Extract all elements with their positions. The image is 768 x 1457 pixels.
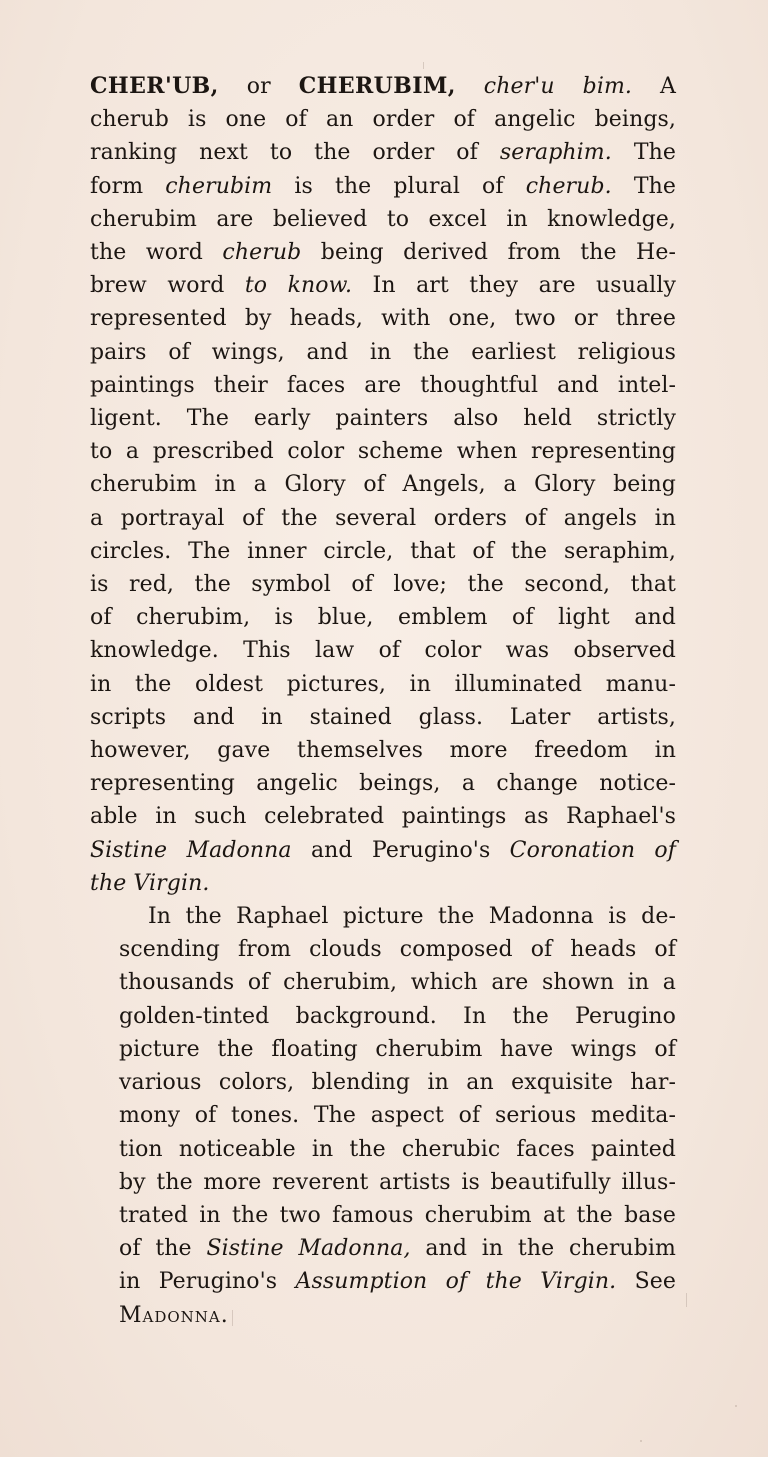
- entry-paragraph: [90, 70, 676, 900]
- text-run: and in the cherubim: [410, 1236, 676, 1262]
- text-line: [90, 800, 676, 833]
- text-line: [90, 402, 676, 435]
- text-line: [90, 336, 676, 369]
- cross-reference: Madonna.: [119, 1302, 229, 1328]
- text-line: [90, 170, 676, 203]
- text-line: [90, 1199, 676, 1232]
- text-run: a portrayal of the several orders of angels in: [90, 505, 676, 531]
- pronunciation: cher'u bim.: [483, 74, 633, 99]
- text-run: cherubim are believed to excel in knowledge,: [90, 206, 676, 232]
- text-run: picture the floating cherubim have wings of: [119, 1036, 676, 1062]
- text-line: [90, 236, 676, 269]
- italic-term: cherubim: [165, 173, 273, 199]
- text-run: mony of tones. The aspect of serious medita-: [119, 1103, 676, 1129]
- text-line: [90, 568, 676, 601]
- text-run: pairs of wings, and in the earliest religious: [90, 339, 676, 365]
- text-run: of the: [119, 1236, 207, 1262]
- text-line: [90, 601, 676, 634]
- text-line: [90, 1265, 676, 1298]
- text-run: See: [616, 1269, 677, 1295]
- text-line: [90, 634, 676, 667]
- text-line: [90, 734, 676, 767]
- paper-speck: [735, 1405, 737, 1407]
- text-line: [90, 70, 676, 103]
- italic-term: to know.: [244, 273, 353, 299]
- text-line: [90, 103, 676, 136]
- text-run: represented by heads, with one, two or three: [90, 306, 676, 332]
- text-line: [90, 933, 676, 966]
- text-run: by the more reverent artists is beautifully illus-: [119, 1169, 676, 1195]
- entry-paragraph-second: [90, 900, 676, 1332]
- text-run: golden-tinted background. In the Perugino: [119, 1003, 676, 1029]
- text-line: [90, 203, 676, 236]
- text-line: [90, 435, 676, 468]
- italic-term: seraphim.: [499, 140, 612, 166]
- connector-word: or: [246, 74, 271, 99]
- text-run: and Perugino's: [291, 837, 510, 863]
- text-line: [90, 1166, 676, 1199]
- text-line: [90, 302, 676, 335]
- dictionary-page: [90, 70, 676, 1332]
- italic-term: Sistine Madonna: [90, 837, 292, 863]
- text-line: [90, 767, 676, 800]
- text-line: [90, 1000, 676, 1033]
- italic-term: Assumption of the Virgin.: [295, 1269, 617, 1295]
- text-run: cherubim in a Glory of Angels, a Glory being: [90, 472, 676, 498]
- text-run: representing angelic beings, a change notice-: [90, 771, 676, 797]
- text-run: brew word: [90, 273, 245, 299]
- italic-term: cherub.: [525, 173, 612, 199]
- text-line: [90, 1033, 676, 1066]
- text-line: [90, 468, 676, 501]
- text-run: tion noticeable in the cherubic faces painted: [119, 1136, 676, 1162]
- text-run: thousands of cherubim, which are shown in a: [119, 970, 676, 996]
- italic-term: Coronation of: [509, 837, 676, 863]
- text-line: [90, 966, 676, 999]
- text-run: to a prescribed color scheme when representing: [90, 439, 676, 465]
- italic-term: the Virgin.: [90, 870, 210, 896]
- text-run: form: [90, 173, 166, 199]
- headword: CHER'UB,: [90, 73, 219, 99]
- text-run: In art they are usually: [352, 273, 676, 299]
- paper-speck: [640, 1440, 642, 1442]
- text-run: paintings their faces are thoughtful and intel-: [90, 372, 676, 398]
- text-line: [90, 535, 676, 568]
- text-line: [90, 1066, 676, 1099]
- text-run: however, gave themselves more freedom in: [90, 738, 676, 764]
- text-run: cherub is one of an order of angelic beings,: [90, 107, 676, 133]
- text-run: of cherubim, is blue, emblem of light and: [90, 605, 676, 631]
- text-line: [90, 502, 676, 535]
- margin-mark: [423, 62, 424, 69]
- text-line: [90, 369, 676, 402]
- text-line: [90, 269, 676, 302]
- text-run: the word: [90, 240, 223, 266]
- text-line: [90, 834, 676, 867]
- margin-mark: [686, 1293, 687, 1307]
- text-line: [90, 867, 676, 900]
- text-run: knowledge. This law of color was observed: [90, 638, 676, 664]
- text-run: The: [611, 140, 676, 166]
- text-line: [90, 136, 676, 169]
- text-run: in the oldest pictures, in illuminated manu-: [90, 671, 676, 697]
- text-run: ligent. The early painters also held strictly: [90, 406, 676, 432]
- text-line: [90, 1299, 676, 1332]
- text-line: [90, 900, 676, 933]
- text-run: is the plural of: [272, 173, 526, 199]
- text-line: [90, 668, 676, 701]
- text-run: in Perugino's: [119, 1269, 296, 1295]
- text-line: [90, 1232, 676, 1265]
- text-run: various colors, blending in an exquisite har-: [119, 1070, 676, 1096]
- text-run: is red, the symbol of love; the second, that: [90, 572, 676, 598]
- text-run: In the Raphael picture the Madonna is de-: [148, 904, 676, 930]
- headword-plural: CHERUBIM,: [298, 73, 456, 99]
- text-run: The: [611, 173, 676, 199]
- text-line: [90, 701, 676, 734]
- text-run: being derived from the He-: [301, 240, 676, 266]
- text-run: scripts and in stained glass. Later artists,: [90, 704, 676, 730]
- text-line: [90, 1133, 676, 1166]
- text-run: circles. The inner circle, that of the seraphim,: [90, 538, 676, 564]
- text-run: A: [660, 74, 677, 99]
- text-line: [90, 1099, 676, 1132]
- text-run: able in such celebrated paintings as Raphael's: [90, 804, 676, 830]
- italic-term: Sistine Madonna,: [206, 1236, 411, 1262]
- text-run: trated in the two famous cherubim at the base: [119, 1202, 676, 1228]
- italic-term: cherub: [222, 240, 302, 266]
- text-run: scending from clouds composed of heads of: [119, 937, 676, 963]
- text-run: ranking next to the order of: [90, 140, 500, 166]
